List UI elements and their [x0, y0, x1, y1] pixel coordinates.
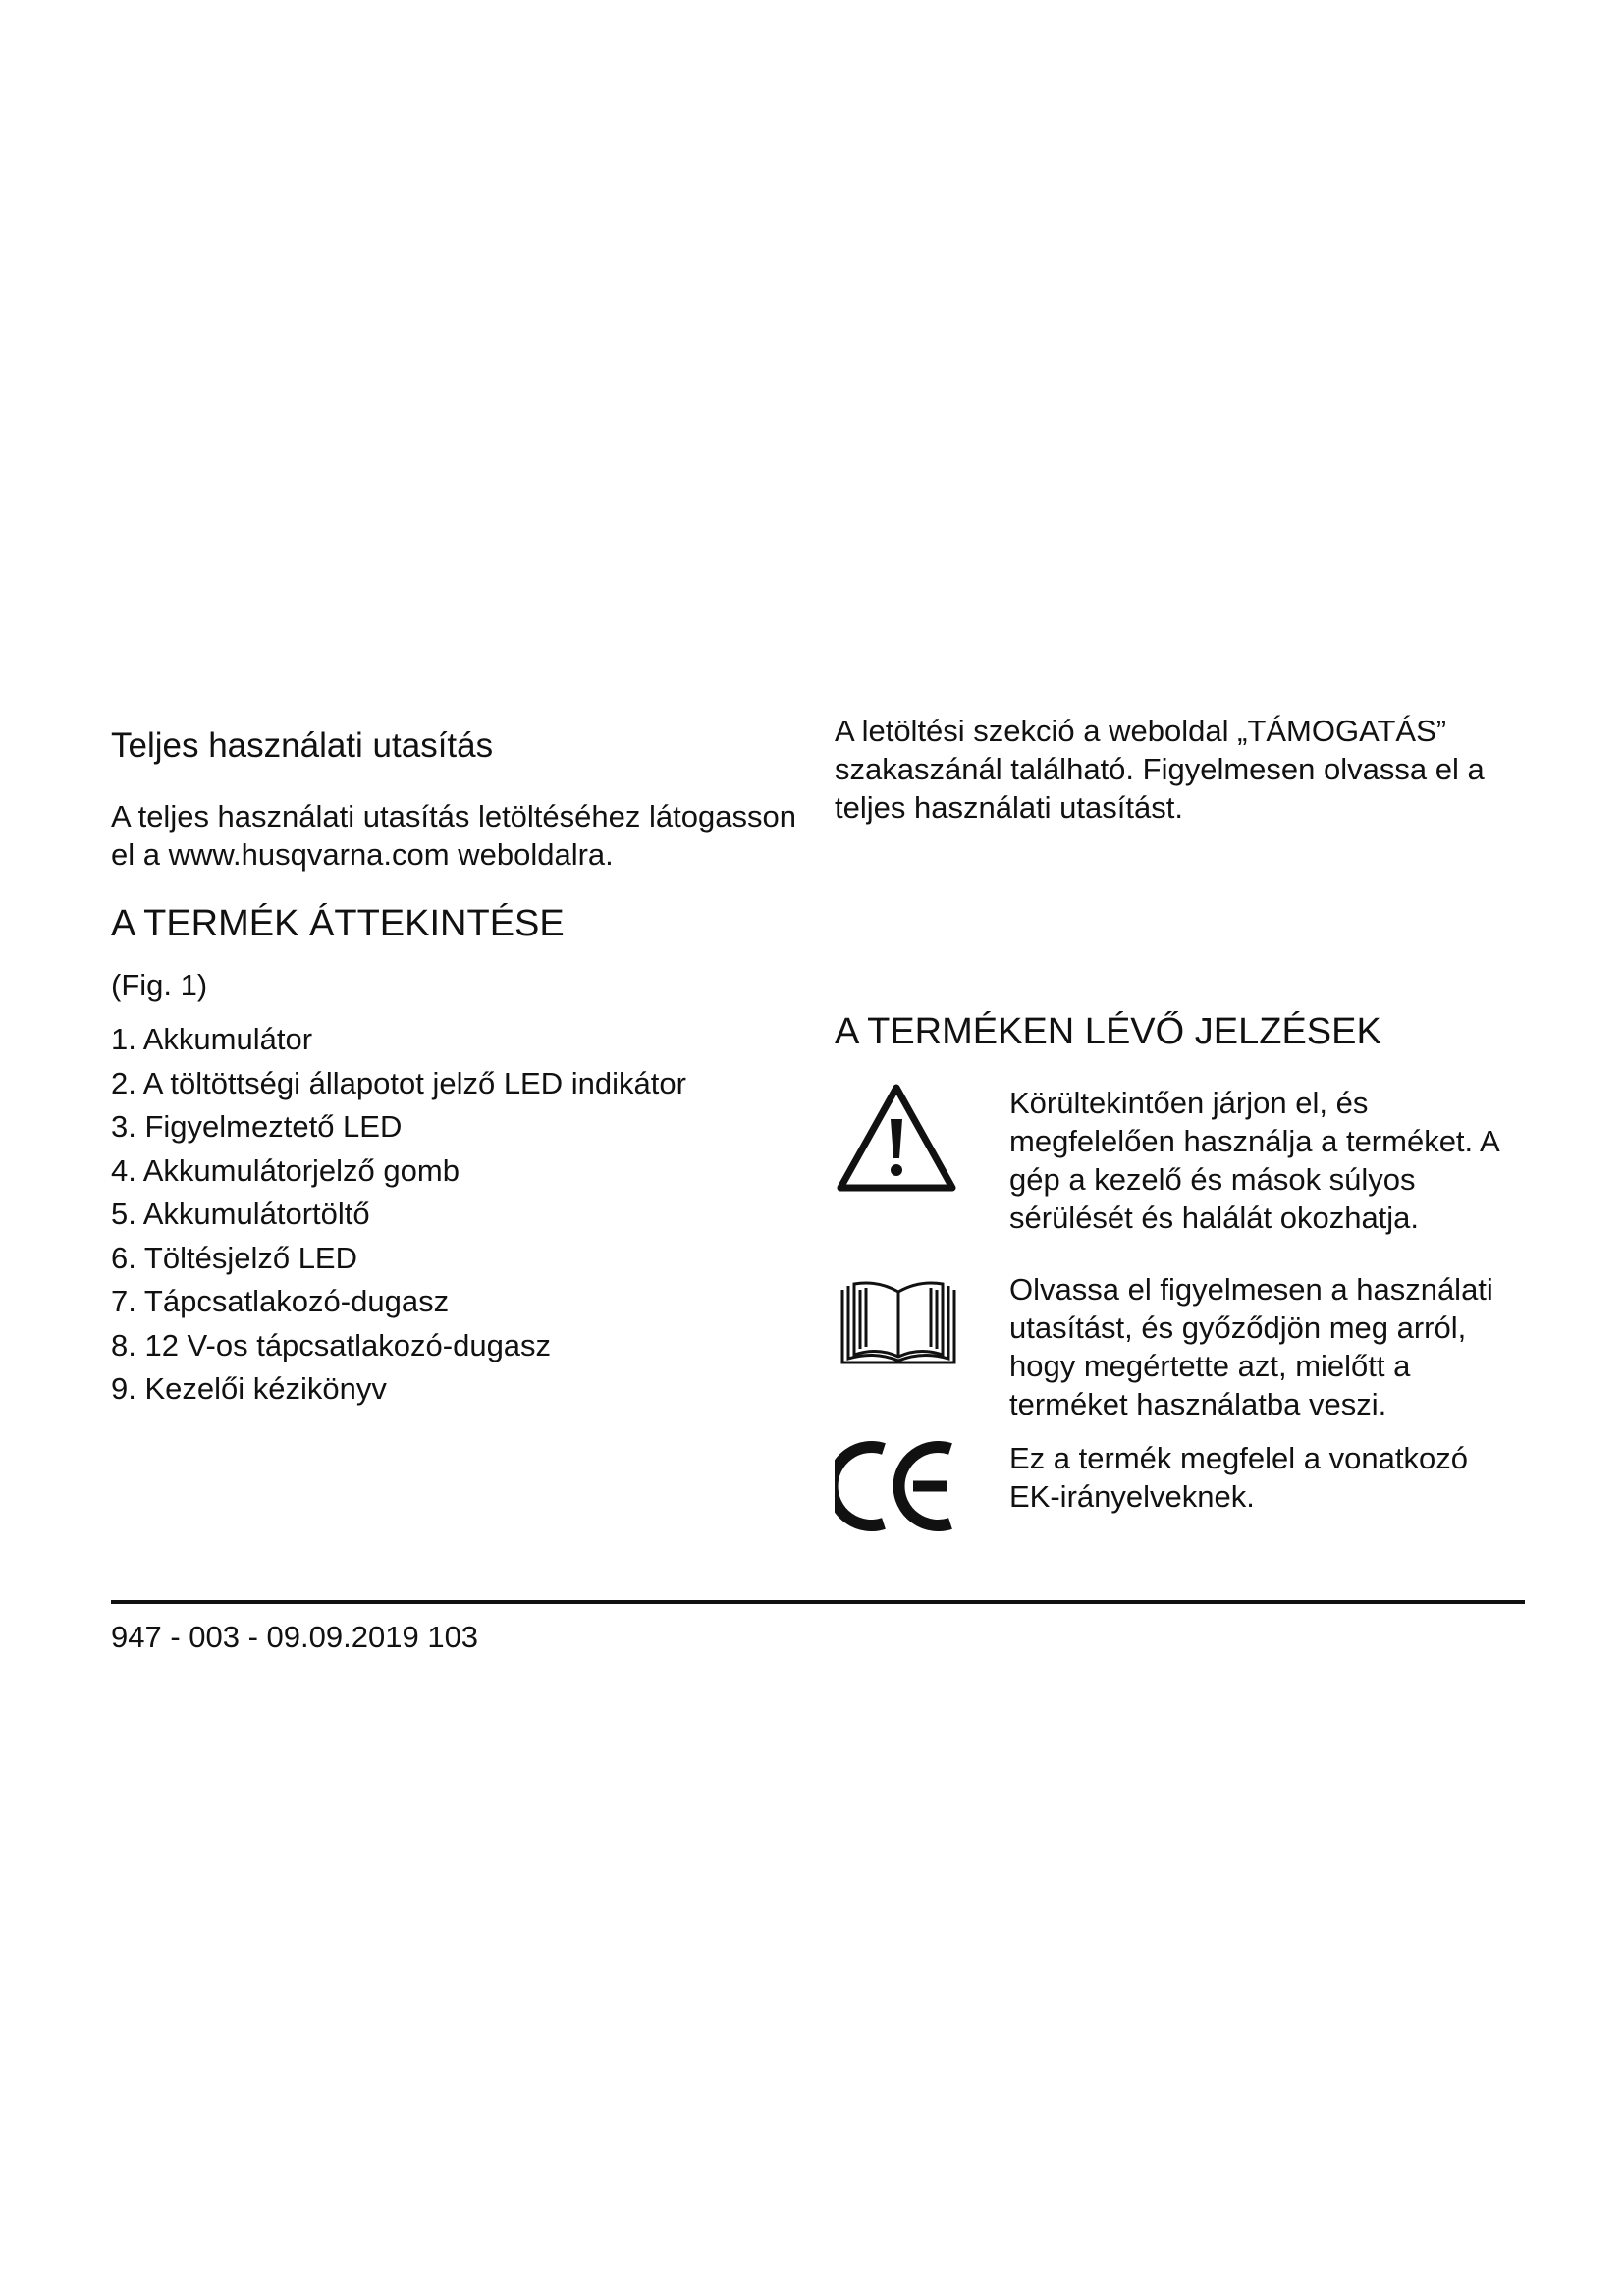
symbol-text-warning: Körültekintően járjon el, és megfelelően használja a terméket. A gép a kezelő és mások súlyos sérülését és halálát okozhatja.	[1009, 1086, 1499, 1235]
manual-text: A teljes használati utasítás letöltéséhez látogasson el a www.husqvarna.com weboldalra.	[111, 799, 796, 872]
symbol-text-ce: Ez a termék megfelel a vonatkozó EK-irányelveknek.	[1009, 1441, 1468, 1514]
download-text: A letöltési szekció a weboldal „TÁMOGATÁS” szakaszánál található. Figyelmesen olvassa el a teljes használati utasítást.	[835, 714, 1485, 825]
figure-reference: (Fig. 1)	[111, 968, 208, 1002]
left-column	[111, 724, 818, 1412]
footer-divider	[111, 1600, 1525, 1604]
ce-mark-icon	[835, 1441, 960, 1536]
symbol-row-warning	[835, 1082, 1522, 1270]
list-item: 5. Akkumulátortöltő	[111, 1197, 370, 1231]
manual-heading: Teljes használati utasítás	[111, 726, 494, 765]
document-code: 947 - 003 - 09.09.2019	[111, 1620, 419, 1654]
list-item: 2. A töltöttségi állapotot jelző LED indikátor	[111, 1065, 686, 1100]
symbol-text-manual: Olvassa el figyelmesen a használati utasítást, és győződjön meg arról, hogy megértette azt, mielőtt a terméket használatba veszi.	[1009, 1272, 1493, 1421]
list-item: 7. Tápcsatlakozó-dugasz	[111, 1284, 450, 1318]
symbols-heading: A TERMÉKEN LÉVŐ JELZÉSEK	[835, 1011, 1381, 1052]
right-column	[835, 712, 1522, 1537]
page-number: 103	[427, 1620, 479, 1654]
symbol-row-manual	[835, 1270, 1522, 1439]
warning-triangle-icon	[835, 1082, 958, 1200]
list-item: 3. Figyelmeztető LED	[111, 1109, 403, 1144]
page-footer	[111, 1618, 478, 1657]
list-item: 8. 12 V-os tápcsatlakozó-dugasz	[111, 1327, 552, 1362]
open-book-icon	[835, 1280, 962, 1375]
parts-list	[111, 1018, 818, 1412]
list-item: 1. Akkumulátor	[111, 1022, 313, 1056]
list-item: 6. Töltésjelző LED	[111, 1240, 357, 1275]
symbol-row-ce	[835, 1439, 1522, 1537]
list-item: 9. Kezelői kézikönyv	[111, 1371, 387, 1406]
overview-heading: A TERMÉK ÁTTEKINTÉSE	[111, 903, 565, 944]
list-item: 4. Akkumulátorjelző gomb	[111, 1152, 460, 1188]
